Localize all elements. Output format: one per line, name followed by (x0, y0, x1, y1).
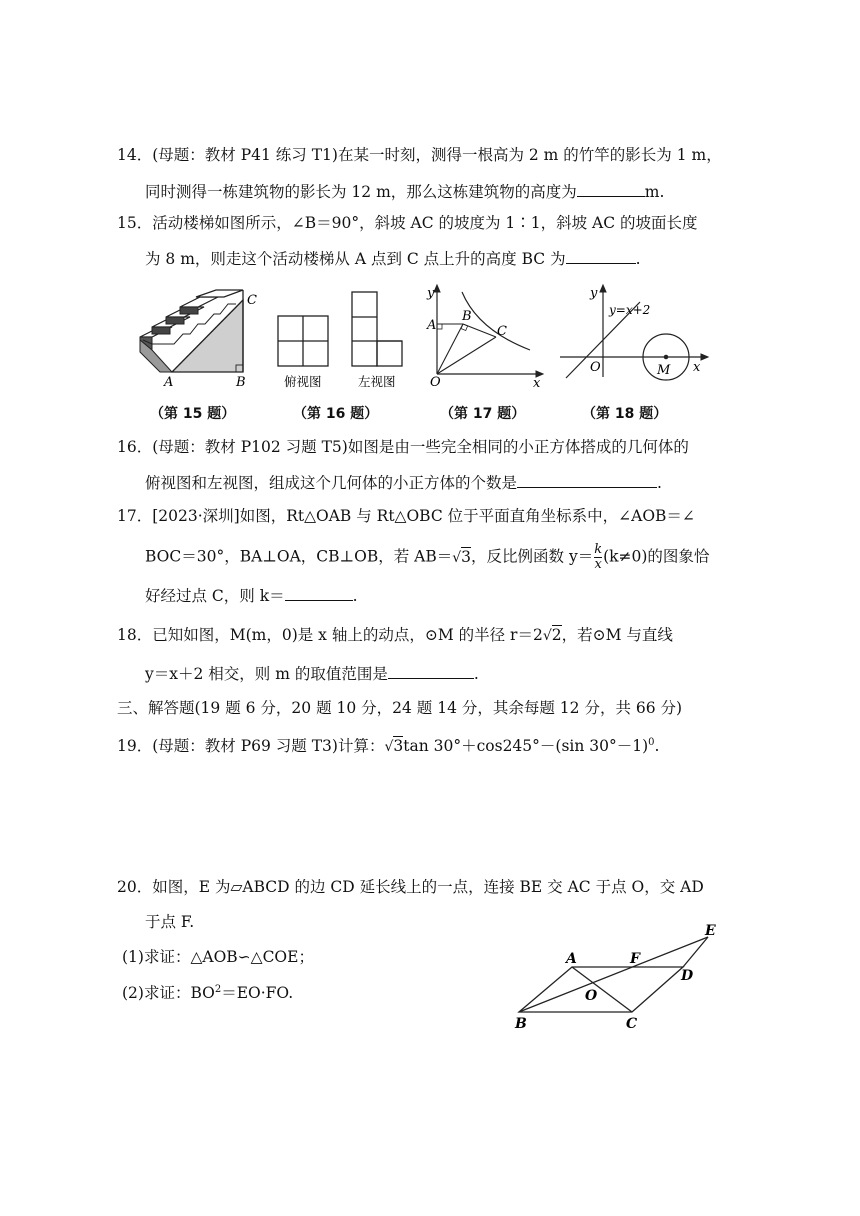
q17-line3-text: 好经过点 C，则 k＝ (145, 587, 285, 605)
q19-expression: tan 30°＋cos245°－(sin 30°－1) (403, 737, 649, 756)
fig17-label-C: C (497, 324, 507, 339)
fig18-label-M: M (657, 363, 671, 378)
q16-answer-blank[interactable] (517, 471, 657, 488)
fig15-caption: （第 15 题） (150, 406, 236, 422)
figures-row (0, 282, 860, 412)
fig17-label-x: x (533, 376, 541, 391)
q18-line1-text: 18．已知如图，M(m，0)是 x 轴上的动点，⊙M 的半径 r＝2 (117, 626, 543, 644)
fig17-label-A: A (427, 318, 437, 333)
q20-part1: (1)求证：△AOB∽△COE； (122, 948, 314, 966)
fig18-graph (560, 285, 708, 380)
fig17-label-B: B (462, 309, 472, 324)
q17-line2-end: (k≠0)的图象恰 (603, 547, 710, 566)
fig17-label-O: O (430, 375, 441, 390)
fig15-label-B: B (236, 375, 246, 390)
q20-label-O: O (585, 988, 598, 1004)
q20-label-D: D (681, 968, 694, 984)
q20-part2 (122, 979, 293, 1004)
q17-answer-blank[interactable] (285, 584, 353, 601)
q20-part2-end: ＝EO·FO. (221, 984, 294, 1003)
q19-end: . (654, 737, 660, 756)
q17-frac-den: x (594, 557, 602, 572)
fig15-label-C: C (247, 293, 257, 308)
q15-line2-text: 为 8 m，则走这个活动楼梯从 A 点到 C 点上升的高度 BC 为 (145, 250, 566, 268)
q17-line2-mid: ，反比例函数 y＝ (471, 547, 594, 566)
q17-fraction (594, 543, 602, 572)
fig17-label-y: y (427, 286, 435, 301)
q15-line1: 15．活动楼梯如图所示，∠B＝90°，斜坡 AC 的坡度为 1∶1，斜坡 AC 的坡面长度 (117, 214, 698, 232)
q19-line (117, 732, 659, 758)
q19-sqrt: √3 (384, 737, 404, 756)
q19-prefix: 19．(母题：教材 P69 习题 T3)计算： (117, 737, 385, 756)
q20-label-F: F (630, 951, 640, 967)
q16-line2-end: . (657, 474, 662, 492)
fig18-label-y: y (590, 286, 598, 301)
section3-heading: 三、解答题(19 题 6 分，20 题 10 分，24 题 14 分，其余每题 12 分，共 66 分) (117, 699, 683, 717)
q14-line2 (145, 180, 664, 203)
q17-line2 (145, 543, 709, 572)
q15-answer-blank[interactable] (566, 247, 636, 264)
fig15-staircase (140, 290, 257, 390)
q20-label-A: A (566, 951, 577, 967)
q20-line2: 于点 F. (145, 913, 195, 931)
q16-line2-text: 俯视图和左视图，组成这个几何体的小正方体的个数是 (145, 474, 518, 492)
fig16-top-view-label: 俯视图 (284, 374, 322, 389)
fig16-left-view-label: 左视图 (358, 374, 396, 389)
q18-answer-blank[interactable] (388, 662, 474, 679)
q20-line1: 20．如图，E 为▱ABCD 的边 CD 延长线上的一点，连接 BE 交 AC 于点 O，交 AD (117, 878, 704, 896)
q15-line2-end: . (635, 250, 641, 268)
q18-sqrt: √2 (542, 626, 562, 644)
q18-line2-end: . (473, 665, 479, 683)
fig16-views (278, 292, 402, 366)
fig16-caption: （第 16 题） (293, 406, 379, 422)
q17-line1: 17．[2023·深圳]如图，Rt△OAB 与 Rt△OBC 位于平面直角坐标系中，∠AOB＝∠ (117, 507, 695, 525)
q17-sqrt: √3 (452, 547, 472, 566)
q14-line1: 14．(母题：教材 P41 练习 T1)在某一时刻，测得一根高为 2 m 的竹竿的影长为 1 m， (117, 146, 722, 164)
fig18-label-line: y=x+2 (609, 303, 651, 317)
q18-sqrt-radicand: 2 (551, 626, 562, 644)
q20-parallelogram-figure (505, 920, 735, 1040)
fig17-graph (434, 285, 543, 377)
q18-line1-end: ，若⊙M 与直线 (561, 626, 673, 644)
q14-line2-text: 同时测得一栋建筑物的影长为 12 m，那么这栋建筑物的高度为 (145, 183, 577, 201)
q14-line2-end: m. (644, 183, 665, 201)
q15-line2 (145, 247, 641, 270)
q14-answer-blank[interactable] (577, 180, 645, 197)
q17-line3-end: . (352, 587, 358, 605)
fig18-label-x: x (693, 360, 701, 375)
q20-label-C: C (626, 1016, 638, 1032)
q18-line1 (117, 624, 673, 647)
q16-line2 (145, 471, 662, 494)
fig18-caption: （第 18 题） (582, 406, 668, 422)
q20-part2-superscript: 2 (214, 984, 222, 995)
q17-line3 (145, 584, 358, 607)
q19-superscript: 0 (648, 737, 655, 748)
q18-line2 (145, 662, 479, 685)
q20-label-B: B (515, 1016, 527, 1032)
fig18-label-O: O (590, 360, 601, 375)
q18-line2-text: y＝x＋2 相交，则 m 的取值范围是 (145, 665, 388, 683)
fig15-label-A: A (164, 375, 174, 390)
q17-line2-text: BOC＝30°，BA⊥OA，CB⊥OB，若 AB＝ (145, 547, 453, 566)
q20-label-E: E (705, 923, 716, 939)
q16-line1: 16．(母题：教材 P102 习题 T5)如图是由一些完全相同的小正方体搭成的几何体的 (117, 438, 689, 456)
q17-sqrt-radicand: 3 (461, 547, 472, 566)
q19-sqrt-radicand: 3 (393, 737, 404, 756)
fig17-caption: （第 17 题） (440, 406, 526, 422)
q17-frac-num: k (594, 542, 603, 557)
q20-part2-text: (2)求证：BO (122, 984, 215, 1003)
